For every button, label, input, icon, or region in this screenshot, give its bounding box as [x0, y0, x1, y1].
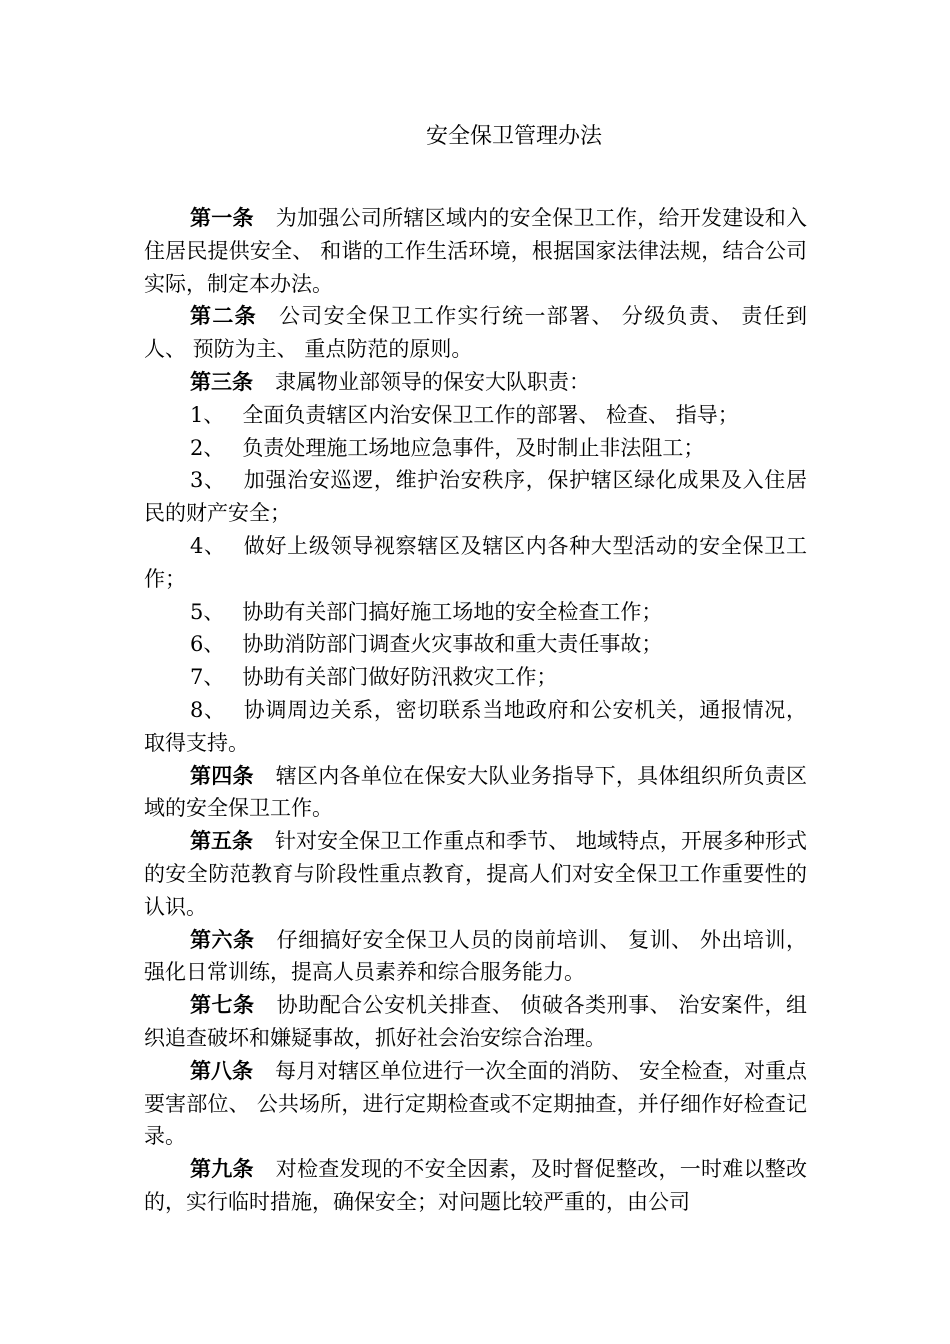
duty-text: 协助消防部门调查火灾事故和重大责任事故； — [242, 632, 663, 657]
duty-text: 做好上级领导视察辖区及辖区内各种大型活动的安全保卫工作； — [144, 533, 807, 591]
article-4 — [144, 760, 807, 826]
article-heading: 第九条 — [190, 1157, 254, 1182]
article-3 — [144, 366, 807, 399]
duty-number: 5、 — [190, 599, 225, 624]
article-heading: 第八条 — [190, 1058, 254, 1083]
duty-text: 协助有关部门搞好施工场地的安全检查工作； — [242, 599, 663, 624]
article-heading: 第四条 — [190, 763, 254, 788]
duty-number: 6、 — [190, 632, 225, 657]
document-body — [144, 202, 807, 1219]
article-text: 辖区内各单位在保安大队业务指导下，具体组织所负责区域的安全保卫工作。 — [144, 763, 808, 821]
duty-number: 8、 — [190, 697, 226, 722]
article-9 — [144, 1153, 807, 1219]
duty-number: 1、 — [190, 402, 225, 427]
duty-number: 3、 — [190, 468, 226, 493]
duty-item-8 — [144, 694, 807, 760]
duty-text: 全面负责辖区内治安保卫工作的部署、 检查、 指导； — [242, 402, 739, 427]
article-text: 协助配合公安机关排查、 侦破各类刑事、 治安案件，组织追查破坏和嫌疑事故，抓好社会治安综合治理。 — [144, 993, 807, 1050]
article-text: 每月对辖区单位进行一次全面的消防、 安全检查，对重点要害部位、 公共场所，进行定期检查或不定期抽查，并仔细作好检查记录。 — [144, 1058, 807, 1149]
duty-item-2 — [144, 432, 807, 465]
duty-item-6 — [144, 628, 807, 661]
article-heading: 第五条 — [190, 829, 254, 854]
duty-item-1 — [144, 399, 807, 432]
duty-text: 协助有关部门做好防汛救灾工作； — [242, 665, 558, 690]
document-title: 安全保卫管理办法 — [425, 124, 602, 149]
duty-item-5 — [144, 596, 807, 629]
article-text: 针对安全保卫工作重点和季节、 地域特点，开展多种形式的安全防范教育与阶段性重点教育，提高人们对安全保卫工作重要性的认识。 — [144, 829, 807, 919]
article-text: 隶属物业部领导的保安大队职责： — [275, 369, 590, 394]
article-heading: 第六条 — [190, 927, 255, 952]
article-heading: 第三条 — [190, 369, 253, 394]
article-8 — [144, 1055, 807, 1153]
duty-text: 协调周边关系，密切联系当地政府和公安机关，通报情况，取得支持。 — [144, 697, 807, 755]
duty-item-7 — [144, 661, 807, 694]
article-text: 仔细搞好安全保卫人员的岗前培训、 复训、 外出培训，强化日常训练，提高人员素养和综合服务能力。 — [144, 927, 807, 985]
article-7 — [144, 989, 807, 1055]
article-heading: 第一条 — [190, 206, 254, 230]
article-6 — [144, 924, 807, 990]
article-heading: 第七条 — [190, 993, 255, 1018]
article-5 — [144, 825, 807, 923]
duty-number: 4、 — [190, 533, 226, 558]
duty-number: 2、 — [190, 435, 225, 460]
duty-number: 7、 — [190, 665, 225, 690]
article-heading: 第二条 — [190, 304, 257, 329]
article-1 — [144, 202, 807, 300]
article-2 — [144, 300, 807, 366]
duty-text: 负责处理施工场地应急事件，及时制止非法阻工； — [242, 435, 705, 460]
article-text: 对检查发现的不安全因素，及时督促整改，一时难以整改的，实行临时措施，确保安全；对问题比较严重的，由公司 — [144, 1157, 808, 1214]
article-text: 为加强公司所辖区域内的安全保卫工作，给开发建设和入住居民提供安全、 和谐的工作生活环境，根据国家法律法规，结合公司实际，制定本办法。 — [144, 206, 808, 296]
duty-item-3 — [144, 464, 807, 530]
duty-item-4 — [144, 530, 807, 596]
article-text: 公司安全保卫工作实行统一部署、 分级负责、 责任到人、 预防为主、 重点防范的原则。 — [144, 304, 807, 362]
duty-text: 加强治安巡逻，维护治安秩序，保护辖区绿化成果及入住居民的财产安全； — [144, 468, 807, 526]
